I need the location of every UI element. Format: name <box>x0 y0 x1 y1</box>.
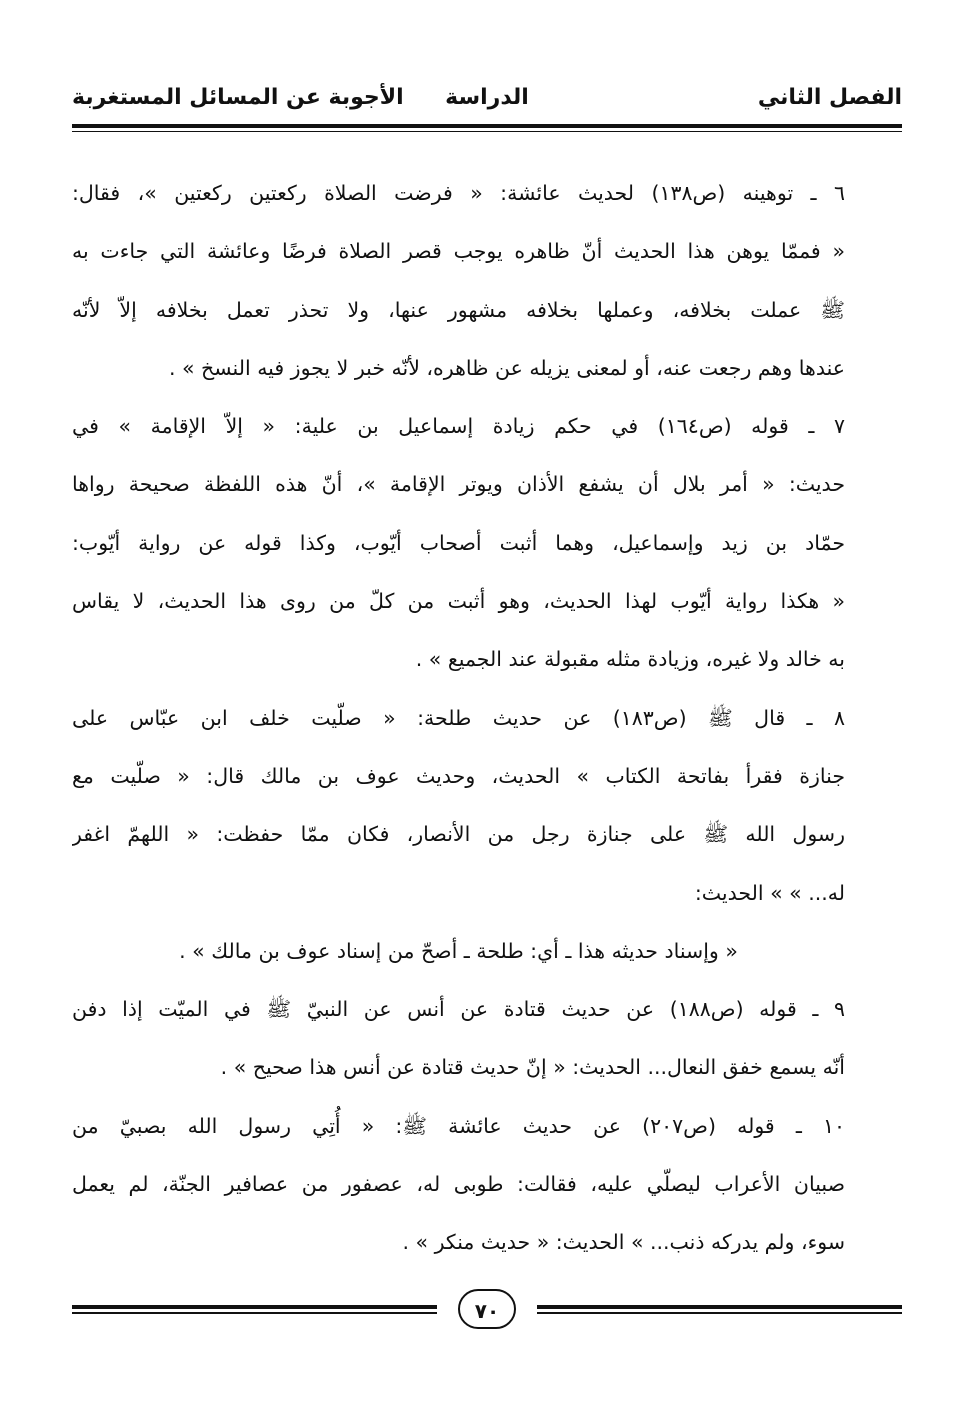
text-line: له... » » الحديث: <box>694 880 845 905</box>
page-number: ٧٠ <box>458 1289 516 1329</box>
footer-rule-left-thin <box>72 1312 437 1314</box>
page-footer <box>72 1285 902 1335</box>
text-line: صبيان الأعراب ليصلّي عليه، فقالت: طوبى له، عصفور من عصافير الجنّة، لم يعمل <box>72 1172 845 1197</box>
text-line: ٩ ـ قوله (ص١٨٨) عن حديث قتادة عن أنس عن النبيّ ﷺ في الميّت إذا دفن <box>72 997 845 1022</box>
header-rule-thick <box>72 124 902 128</box>
section-title: الدراسة <box>445 85 529 110</box>
header-rule-thin <box>72 131 902 132</box>
text-line: ٧ ـ قوله (ص١٦٤) في حكم زيادة إسماعيل بن علية: « إلاّ الإقامة » في <box>72 414 845 439</box>
text-line: حمّاد بن زيد وإسماعيل، وهما أثبت أصحاب أيّوب، وكذا قوله عن رواية أيّوب: <box>72 530 845 555</box>
text-line: ٨ ـ قال ﷺ (ص١٨٣) عن حديث طلحة: « صلّيت خلف ابن عبّاس على <box>72 705 845 730</box>
page-body <box>72 164 845 1272</box>
quoted-line: « وإسناد حديثه هذا ـ أي: طلحة ـ أصحّ من إسناد عوف بن مالك » . <box>179 938 738 963</box>
text-line: جنازة فقرأ بفاتحة الكتاب » الحديث، وحديث عوف بن مالك قال: « صلّيت مع <box>72 763 845 788</box>
text-line: أنّه يسمع خفق النعال... الحديث: « إنّ حديث قتادة عن أنس هذا صحيح » . <box>220 1055 845 1080</box>
text-line: رسول الله ﷺ على جنازة رجل من الأنصار، فكان ممّا حفظت: « اللهمّ اغفر <box>72 822 845 847</box>
text-line: حديث: « أمر بلال أن يشفع الأذان ويوتر الإقامة »، أنّ هذه اللفظة صحيحة رواها <box>72 472 845 497</box>
topic-title: الأجوبة عن المسائل المستغربة <box>72 85 404 110</box>
footer-rule-right-thin <box>537 1312 902 1314</box>
text-line: سوء، ولم يدركه ذنب... » الحديث: « حديث منكر » . <box>402 1230 845 1255</box>
text-line: ﷺ عملت بخلافه، وعملها بخلافه مشهور عنها، ولا تحذر تعمل بخلافه إلاّ لأنّه <box>72 297 845 322</box>
footer-rule-right-thick <box>537 1305 902 1309</box>
text-line: « هكذا رواية أيّوب لهذا الحديث، وهو أثبت من كلّ من روى هذا الحديث، لا يقاس <box>72 589 845 614</box>
text-line: عندها وهم رجعت عنه، أو لمعنى يزيله عن ظاهره، لأنّه خبر لا يجوز فيه النسخ » . <box>168 355 845 380</box>
text-line: « فممّا يوهن هذا الحديث أنّ ظاهره يوجب قصر الصلاة فرضًا وعائشة التي جاءت به <box>72 239 845 264</box>
footer-rule-left-thick <box>72 1305 437 1309</box>
text-line: ١٠ ـ قوله (ص٢٠٧) عن حديث عائشة ﷺ: « أُتِي رسول الله بصبيّ من <box>72 1113 845 1138</box>
text-line: به خالد ولا غيره، وزيادة مثله مقبولة عند الجميع » . <box>415 647 845 672</box>
running-header <box>72 78 902 118</box>
text-line: ٦ ـ توهينه (ص١٣٨) لحديث عائشة: « فرضت الصلاة ركعتين ركعتين »، فقال: <box>72 181 845 205</box>
chapter-title: الفصل الثاني <box>757 85 902 110</box>
